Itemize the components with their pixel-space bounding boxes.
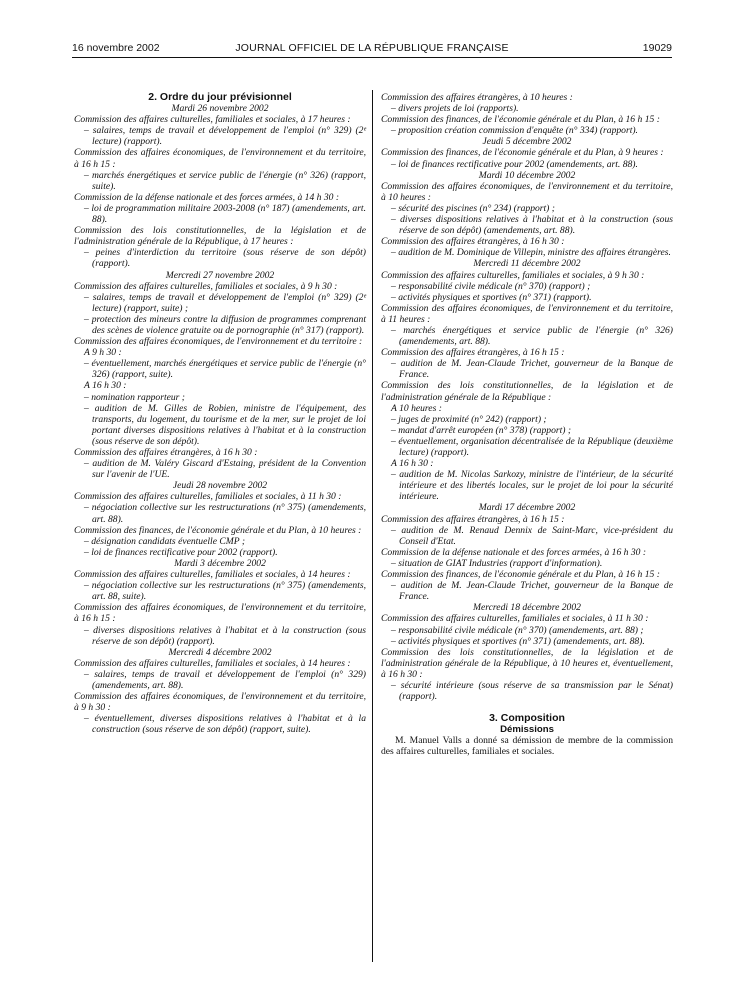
time-slot: A 9 h 30 : [84, 347, 122, 359]
commission-heading: Commission des finances, de l'économie générale et du Plan, à 10 heures : [74, 524, 362, 536]
agenda-date: Mercredi 27 novembre 2002 [165, 269, 275, 281]
agenda-item: – situation de GIAT Industries (rapport d'information). [391, 557, 603, 569]
agenda-item: – activités physiques et sportives (n° 371) (rapport). [391, 291, 592, 303]
commission-heading: Commission des affaires culturelles, familiales et sociales, à 9 h 30 : [381, 269, 645, 281]
page-header [72, 42, 672, 56]
commission-heading: Commission des affaires étrangères, à 10 heures : [381, 92, 573, 103]
agenda-item: – responsabilité civile médicale (n° 370) (amendements, art. 88) ; [391, 624, 644, 636]
left-agenda [74, 103, 366, 735]
agenda-item: – loi de programmation militaire 2003-2008 (n° 187) (amendements, art. 88). [84, 202, 366, 226]
commission-heading: Commission des affaires économiques, de l'environnement et du territoire : [74, 336, 363, 348]
commission-heading: Commission des affaires étrangères, à 16 h 15 : [381, 513, 565, 525]
section-title-ordre-du-jour: 2. Ordre du jour prévisionnel [148, 91, 292, 103]
agenda-item: – audition de M. Jean-Claude Trichet, gouverneur de la Banque de France. [391, 580, 673, 603]
commission-heading: Commission de la défense nationale et des forces armées, à 16 h 30 : [381, 546, 647, 558]
commission-heading: Commission des finances, de l'économie générale et du Plan, à 9 heures : [381, 147, 664, 159]
time-slot: A 16 h 30 : [391, 458, 434, 470]
agenda-item: – peines d'interdiction du territoire (sous réserve de son dépôt) (rapport). [84, 247, 366, 270]
commission-heading: Commission de la défense nationale et des forces armées, à 14 h 30 : [74, 191, 340, 203]
agenda-item: – responsabilité civile médicale (n° 370) (rapport) ; [391, 280, 591, 292]
agenda-item: – éventuellement, diverses dispositions relatives à l'habitat et à la construction (sous réserve de son dépôt) (rapport, suite). [84, 713, 366, 736]
commission-heading: Commission des lois constitutionnelles, de la législation et de l'administration générale de la République : [381, 380, 673, 403]
right-agenda [381, 92, 673, 702]
commission-heading: Commission des affaires économiques, de l'environnement et du territoire, à 11 heures : [381, 302, 673, 325]
commission-heading: Commission des affaires économiques, de l'environnement et du territoire, à 10 heures : [381, 180, 673, 203]
agenda-item: – désignation candidats éventuelle CMP ; [84, 535, 246, 547]
agenda-item: – audition de M. Gilles de Robien, ministre de l'équipement, des transports, du logement, du tourisme et de la mer, sur le projet de loi portant diverses dispositions relatives à l'habitat et à la construction (sous réserve de son dépôt). [84, 402, 366, 447]
agenda-item: – nomination rapporteur ; [84, 391, 186, 403]
agenda-item: – négociation collective sur les restructurations (n° 375) (amendements, art. 88). [84, 502, 366, 525]
agenda-item: – salaires, temps de travail et développement de l'emploi (n° 329) (2ᵉ lecture) (rapport). [84, 125, 366, 148]
left-column [74, 92, 366, 735]
commission-heading: Commission des affaires culturelles, familiales et sociales, à 14 heures : [74, 657, 351, 669]
commission-heading: Commission des affaires économiques, de l'environnement et du territoire, à 16 h 15 : [74, 602, 366, 625]
commission-heading: Commission des affaires culturelles, familiales et sociales, à 11 h 30 : [74, 491, 342, 503]
agenda-item: – marchés énergétiques et service public de l'énergie (n° 326) (rapport, suite). [84, 169, 366, 192]
agenda-date: Jeudi 5 décembre 2002 [482, 136, 572, 148]
agenda-date: Mercredi 4 décembre 2002 [168, 646, 272, 658]
commission-heading: Commission des affaires culturelles, familiales et sociales, à 17 heures : [74, 114, 351, 126]
commission-heading: Commission des finances, de l'économie générale et du Plan, à 16 h 15 : [381, 114, 660, 126]
time-slot: A 10 heures : [391, 402, 442, 414]
agenda-item: – proposition création commission d'enquête (n° 334) (rapport). [391, 125, 638, 137]
agenda-item: – juges de proximité (n° 242) (rapport) ; [391, 413, 547, 425]
agenda-item: – audition de M. Nicolas Sarkozy, ministre de l'intérieur, de la sécurité intérieure et des libertés locales, sur le projet de loi pour la sécurité intérieure. [391, 469, 673, 503]
agenda-date: Mardi 10 décembre 2002 [478, 169, 576, 181]
agenda-item: – mandat d'arrêt européen (n° 378) (rapport) ; [391, 424, 572, 436]
agenda-item: – diverses dispositions relatives à l'habitat et à la construction (sous réserve de son dépôt) (amendements, art. 88). [391, 214, 673, 237]
header-date: 16 novembre 2002 [72, 42, 160, 54]
agenda-date: Mardi 17 décembre 2002 [478, 502, 576, 514]
commission-heading: Commission des affaires culturelles, familiales et sociales, à 9 h 30 : [74, 280, 338, 292]
agenda-item: – protection des mineurs contre la diffusion de programmes comprenant des scènes de violence gratuite ou de pornographie (n° 317) (rapport). [84, 313, 366, 336]
agenda-item: – audition de M. Jean-Claude Trichet, gouverneur de la Banque de France. [391, 358, 673, 381]
page-number: 19029 [642, 42, 672, 54]
agenda-item: – éventuellement, marchés énergétiques et service public de l'énergie (n° 326) (rapport, suite). [84, 358, 366, 381]
agenda-date: Mardi 26 novembre 2002 [171, 103, 269, 115]
agenda-item: – diverses dispositions relatives à l'habitat et à la construction (sous réserve de son dépôt) (rapport). [84, 624, 366, 647]
agenda-item: – salaires, temps de travail et développement de l'emploi (n° 329) (amendements, art. 88). [84, 668, 366, 691]
commission-heading: Commission des lois constitutionnelles, de la législation et de l'administration générale de la République, à 10 heures et, éventuellement, à 16 h 30 : [381, 646, 673, 680]
agenda-item: – sécurité intérieure (sous réserve de sa transmission par le Sénat) (rapport). [391, 679, 673, 703]
commission-heading: Commission des lois constitutionnelles, de la législation et de l'administration générale de la République, à 17 heures : [74, 225, 366, 248]
section-title-composition: 3. Composition [489, 712, 565, 725]
agenda-date: Jeudi 28 novembre 2002 [172, 480, 268, 492]
agenda-date: Mercredi 11 décembre 2002 [473, 258, 581, 270]
commission-heading: Commission des affaires culturelles, familiales et sociales, à 11 h 30 : [381, 613, 649, 625]
agenda-item: – loi de finances rectificative pour 2002 (rapport). [84, 546, 278, 558]
agenda-item: – activités physiques et sportives (n° 371) (amendements, art. 88). [391, 635, 645, 647]
agenda-item: – salaires, temps de travail et développement de l'emploi (n° 329) (2ᵉ lecture) (rapport, suite) ; [84, 291, 366, 314]
agenda-item: – sécurité des piscines (n° 234) (rapport) ; [391, 202, 555, 214]
commission-heading: Commission des affaires économiques, de l'environnement et du territoire, à 9 h 30 : [74, 691, 366, 714]
journal-title: JOURNAL OFFICIEL DE LA RÉPUBLIQUE FRANÇAISE [235, 42, 509, 54]
commission-heading: Commission des affaires culturelles, familiales et sociales, à 14 heures : [74, 569, 351, 581]
agenda-item: – négociation collective sur les restructurations (n° 375) (amendements, art. 88, suite). [84, 580, 366, 603]
agenda-item: – audition de M. Dominique de Villepin, ministre des affaires étrangères. [391, 247, 671, 259]
agenda-date: Mercredi 18 décembre 2002 [473, 602, 581, 614]
agenda-item: – loi de finances rectificative pour 2002 (amendements, art. 88). [391, 158, 638, 170]
agenda-item: – éventuellement, organisation décentralisée de la République (deuxième lecture) (rapport). [391, 435, 673, 458]
right-column [381, 92, 673, 758]
commission-heading: Commission des affaires étrangères, à 16 h 30 : [381, 236, 565, 248]
column-divider [372, 90, 373, 962]
commission-heading: Commission des affaires étrangères, à 16 h 15 : [381, 347, 565, 359]
commission-heading: Commission des affaires économiques, de l'environnement et du territoire, à 16 h 15 : [74, 147, 366, 170]
header-rule [72, 57, 672, 58]
commission-heading: Commission des affaires étrangères, à 16 h 30 : [74, 447, 258, 458]
resignation-text: M. Manuel Valls a donné sa démission de membre de la commission des affaires culturelles, familiales et sociales. [381, 735, 673, 758]
agenda-item: – audition de M. Renaud Dennix de Saint-Marc, vice-président du Conseil d'Etat. [391, 524, 673, 547]
agenda-item: – audition de M. Valéry Giscard d'Estaing, président de la Convention sur l'avenir de l'UE. [84, 458, 366, 481]
commission-heading: Commission des finances, de l'économie générale et du Plan, à 16 h 15 : [381, 569, 660, 581]
agenda-date: Mardi 3 décembre 2002 [174, 557, 266, 569]
agenda-item: – marchés énergétiques et service public de l'énergie (n° 326) (amendements, art. 88). [391, 324, 673, 348]
subsection-title-demissions: Démissions [500, 724, 554, 736]
time-slot: A 16 h 30 : [84, 380, 127, 392]
agenda-item: – divers projets de loi (rapports). [391, 103, 519, 115]
